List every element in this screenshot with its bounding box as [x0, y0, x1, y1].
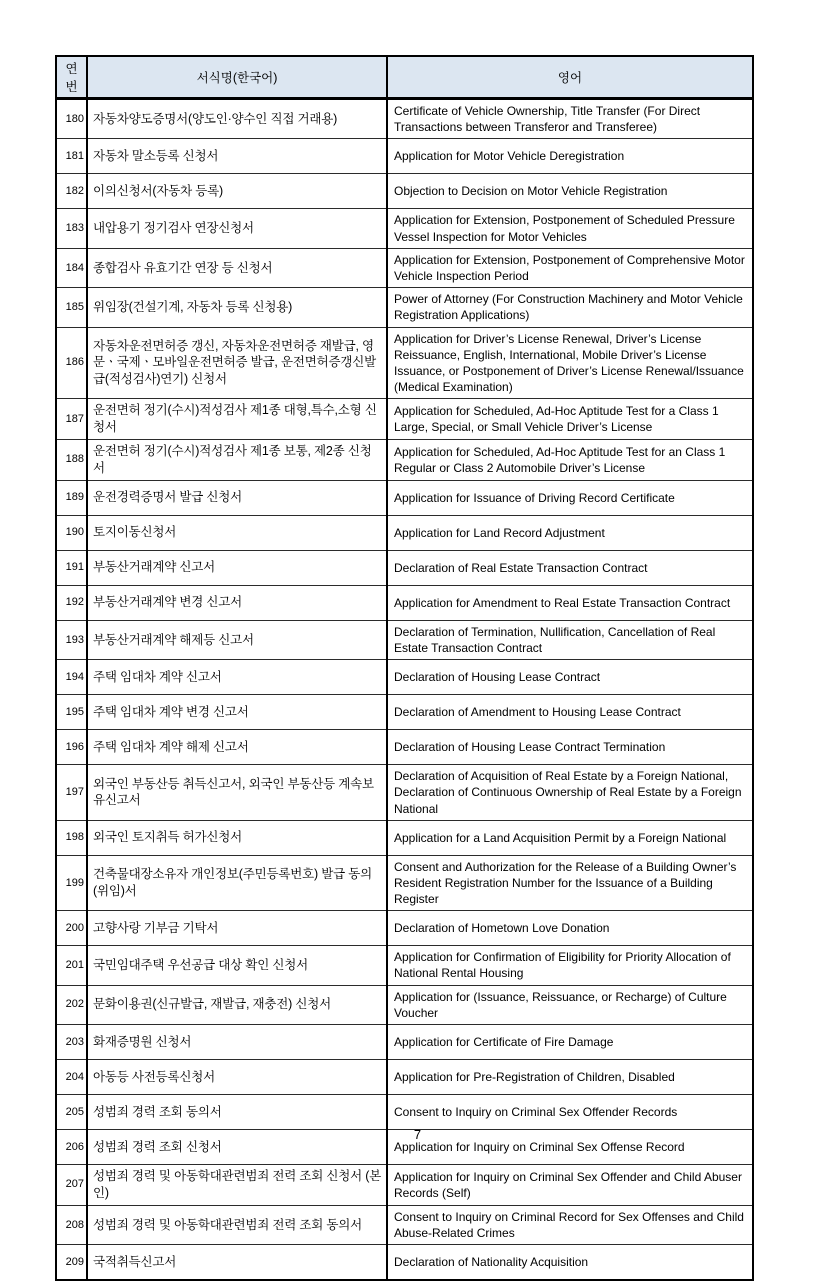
table-row	[56, 1025, 753, 1060]
korean-form-name: 주택 임대차 계약 해제 신고서	[87, 730, 387, 765]
korean-form-name: 토지이동신청서	[87, 515, 387, 550]
row-serial-number: 181	[56, 139, 87, 174]
row-serial-number: 185	[56, 288, 87, 327]
table-row	[56, 1095, 753, 1130]
korean-form-name: 외국인 부동산등 취득신고서, 외국인 부동산등 계속보유신고서	[87, 765, 387, 821]
form-table-body	[56, 99, 753, 1281]
table-row	[56, 1205, 753, 1244]
english-form-name: Declaration of Real Estate Transaction Contract	[387, 550, 753, 585]
english-form-name: Application for Pre-Registration of Children, Disabled	[387, 1060, 753, 1095]
english-form-name: Objection to Decision on Motor Vehicle Registration	[387, 174, 753, 209]
table-row	[56, 985, 753, 1024]
korean-form-name: 자동차양도증명서(양도인·양수인 직접 거래용)	[87, 99, 387, 139]
korean-form-name: 운전면허 정기(수시)적성검사 제1종 대형,특수,소형 신청서	[87, 399, 387, 440]
korean-form-name: 자동차 말소등록 신청서	[87, 139, 387, 174]
table-row	[56, 399, 753, 440]
row-serial-number: 198	[56, 820, 87, 855]
korean-form-name: 위임장(건설기계, 자동차 등록 신청용)	[87, 288, 387, 327]
table-row	[56, 946, 753, 985]
table-row	[56, 695, 753, 730]
table-row	[56, 174, 753, 209]
korean-form-name: 자동차운전면허증 갱신, 자동차운전면허증 재발급, 영문ㆍ국제ㆍ모바일운전면허증 발급, 운전면허증갱신발급(적성검사)연기) 신청서	[87, 327, 387, 399]
korean-form-name: 운전경력증명서 발급 신청서	[87, 480, 387, 515]
korean-form-name: 성범죄 경력 및 아동학대관련범죄 전력 조회 신청서 (본인)	[87, 1165, 387, 1206]
row-serial-number: 188	[56, 440, 87, 481]
row-serial-number: 192	[56, 585, 87, 620]
table-row	[56, 765, 753, 821]
english-form-name: Application for Confirmation of Eligibility for Priority Allocation of National Rental Housing	[387, 946, 753, 985]
english-form-name: Consent to Inquiry on Criminal Sex Offender Records	[387, 1095, 753, 1130]
english-form-name: Declaration of Housing Lease Contract Termination	[387, 730, 753, 765]
table-row	[56, 730, 753, 765]
english-form-name: Power of Attorney (For Construction Machinery and Motor Vehicle Registration Applications)	[387, 288, 753, 327]
row-serial-number: 182	[56, 174, 87, 209]
row-serial-number: 202	[56, 985, 87, 1024]
table-row	[56, 139, 753, 174]
english-form-name: Application for Motor Vehicle Deregistration	[387, 139, 753, 174]
table-row	[56, 660, 753, 695]
korean-form-name: 성범죄 경력 조회 동의서	[87, 1095, 387, 1130]
english-form-name: Application for a Land Acquisition Permit by a Foreign National	[387, 820, 753, 855]
english-form-name: Application for Amendment to Real Estate Transaction Contract	[387, 585, 753, 620]
table-row	[56, 1165, 753, 1206]
english-form-name: Declaration of Acquisition of Real Estate by a Foreign National, Declaration of Continuous Ownership of Real Estate by a Foreign National	[387, 765, 753, 821]
table-row	[56, 911, 753, 946]
row-serial-number: 191	[56, 550, 87, 585]
korean-form-name: 부동산거래계약 변경 신고서	[87, 585, 387, 620]
row-serial-number: 187	[56, 399, 87, 440]
korean-form-name: 아동등 사전등록신청서	[87, 1060, 387, 1095]
row-serial-number: 199	[56, 855, 87, 911]
english-form-name: Application for Inquiry on Criminal Sex Offense Record	[387, 1130, 753, 1165]
korean-form-name: 성범죄 경력 조회 신청서	[87, 1130, 387, 1165]
korean-form-name: 성범죄 경력 및 아동학대관련범죄 전력 조회 동의서	[87, 1205, 387, 1244]
forms-translation-table	[55, 55, 754, 1281]
english-form-name: Certificate of Vehicle Ownership, Title Transfer (For Direct Transactions between Transferor and Transferee)	[387, 99, 753, 139]
korean-form-name: 외국인 토지취득 허가신청서	[87, 820, 387, 855]
page-number: 7	[413, 1127, 422, 1142]
row-serial-number: 197	[56, 765, 87, 821]
row-serial-number: 200	[56, 911, 87, 946]
english-form-name: Application for Inquiry on Criminal Sex Offender and Child Abuser Records (Self)	[387, 1165, 753, 1206]
korean-form-name: 운전면허 정기(수시)적성검사 제1종 보통, 제2종 신청서	[87, 440, 387, 481]
english-form-name: Application for Scheduled, Ad-Hoc Aptitude Test for an Class 1 Regular or Class 2 Automobile Driver’s License	[387, 440, 753, 481]
column-header-korean-form-name: 서식명(한국어)	[87, 56, 387, 99]
english-form-name: Application for Scheduled, Ad-Hoc Aptitude Test for a Class 1 Large, Special, or Small Vehicle Driver’s License	[387, 399, 753, 440]
table-row	[56, 480, 753, 515]
row-serial-number: 201	[56, 946, 87, 985]
english-form-name: Declaration of Termination, Nullification, Cancellation of Real Estate Transaction Contract	[387, 620, 753, 659]
korean-form-name: 주택 임대차 계약 신고서	[87, 660, 387, 695]
english-form-name: Declaration of Hometown Love Donation	[387, 911, 753, 946]
table-row	[56, 855, 753, 911]
english-form-name: Application for Certificate of Fire Damage	[387, 1025, 753, 1060]
row-serial-number: 186	[56, 327, 87, 399]
korean-form-name: 이의신청서(자동차 등록)	[87, 174, 387, 209]
korean-form-name: 건축물대장소유자 개인정보(주민등록번호) 발급 동의(위임)서	[87, 855, 387, 911]
english-form-name: Declaration of Amendment to Housing Lease Contract	[387, 695, 753, 730]
table-row	[56, 248, 753, 287]
row-serial-number: 206	[56, 1130, 87, 1165]
table-row	[56, 288, 753, 327]
english-form-name: Application for Extension, Postponement of Scheduled Pressure Vessel Inspection for Motor Vehicles	[387, 209, 753, 248]
table-row	[56, 550, 753, 585]
english-form-name: Application for (Issuance, Reissuance, or Recharge) of Culture Voucher	[387, 985, 753, 1024]
english-form-name: Declaration of Nationality Acquisition	[394, 1255, 589, 1270]
row-serial-number: 208	[56, 1205, 87, 1244]
row-serial-number: 207	[56, 1165, 87, 1206]
table-row	[56, 99, 753, 139]
korean-form-name: 문화이용권(신규발급, 재발급, 재충전) 신청서	[87, 985, 387, 1024]
row-serial-number: 190	[56, 515, 87, 550]
column-header-english: 영어	[387, 56, 753, 99]
row-serial-number: 205	[56, 1095, 87, 1130]
row-serial-number: 184	[56, 248, 87, 287]
row-serial-number: 193	[56, 620, 87, 659]
korean-form-name: 국민임대주택 우선공급 대상 확인 신청서	[87, 946, 387, 985]
table-row	[56, 327, 753, 399]
column-header-serial-number: 연번	[56, 56, 87, 99]
table-row	[56, 620, 753, 659]
row-serial-number: 204	[56, 1060, 87, 1095]
english-form-name: Consent and Authorization for the Release of a Building Owner’s Resident Registration Number for the Issuance of a Building Register	[387, 855, 753, 911]
korean-form-name: 종합검사 유효기간 연장 등 신청서	[87, 248, 387, 287]
english-form-name: Application for Extension, Postponement of Comprehensive Motor Vehicle Inspection Period	[387, 248, 753, 287]
korean-form-name: 부동산거래계약 신고서	[87, 550, 387, 585]
korean-form-name: 부동산거래계약 해제등 신고서	[87, 620, 387, 659]
english-form-name: Consent to Inquiry on Criminal Record for Sex Offenses and Child Abuse-Related Crimes	[387, 1205, 753, 1244]
english-form-name: Application for Issuance of Driving Record Certificate	[387, 480, 753, 515]
table-header-row	[56, 56, 753, 99]
row-serial-number: 183	[56, 209, 87, 248]
row-serial-number: 189	[56, 480, 87, 515]
korean-form-name: 고향사랑 기부금 기탁서	[87, 911, 387, 946]
table-row	[56, 440, 753, 481]
table-row	[56, 1245, 753, 1281]
row-serial-number: 203	[56, 1025, 87, 1060]
korean-form-name: 국적취득신고서	[87, 1245, 387, 1281]
english-form-name: Declaration of Housing Lease Contract	[387, 660, 753, 695]
row-serial-number: 209	[56, 1245, 87, 1281]
korean-form-name: 내압용기 정기검사 연장신청서	[87, 209, 387, 248]
korean-form-name: 화재증명원 신청서	[87, 1025, 387, 1060]
korean-form-name: 주택 임대차 계약 변경 신고서	[87, 695, 387, 730]
table-row	[56, 820, 753, 855]
row-serial-number: 195	[56, 695, 87, 730]
english-form-name: Application for Driver’s License Renewal, Driver’s License Reissuance, English, International, Mobile Driver’s License Issuance, or Postponement of Driver’s License Renewal/Issuance (Medical Examination)	[387, 327, 753, 399]
row-serial-number: 194	[56, 660, 87, 695]
table-row	[56, 209, 753, 248]
row-serial-number: 196	[56, 730, 87, 765]
english-form-name: Application for Land Record Adjustment	[387, 515, 753, 550]
table-row	[56, 1060, 753, 1095]
table-row	[56, 585, 753, 620]
row-serial-number: 180	[56, 99, 87, 139]
table-row	[56, 515, 753, 550]
